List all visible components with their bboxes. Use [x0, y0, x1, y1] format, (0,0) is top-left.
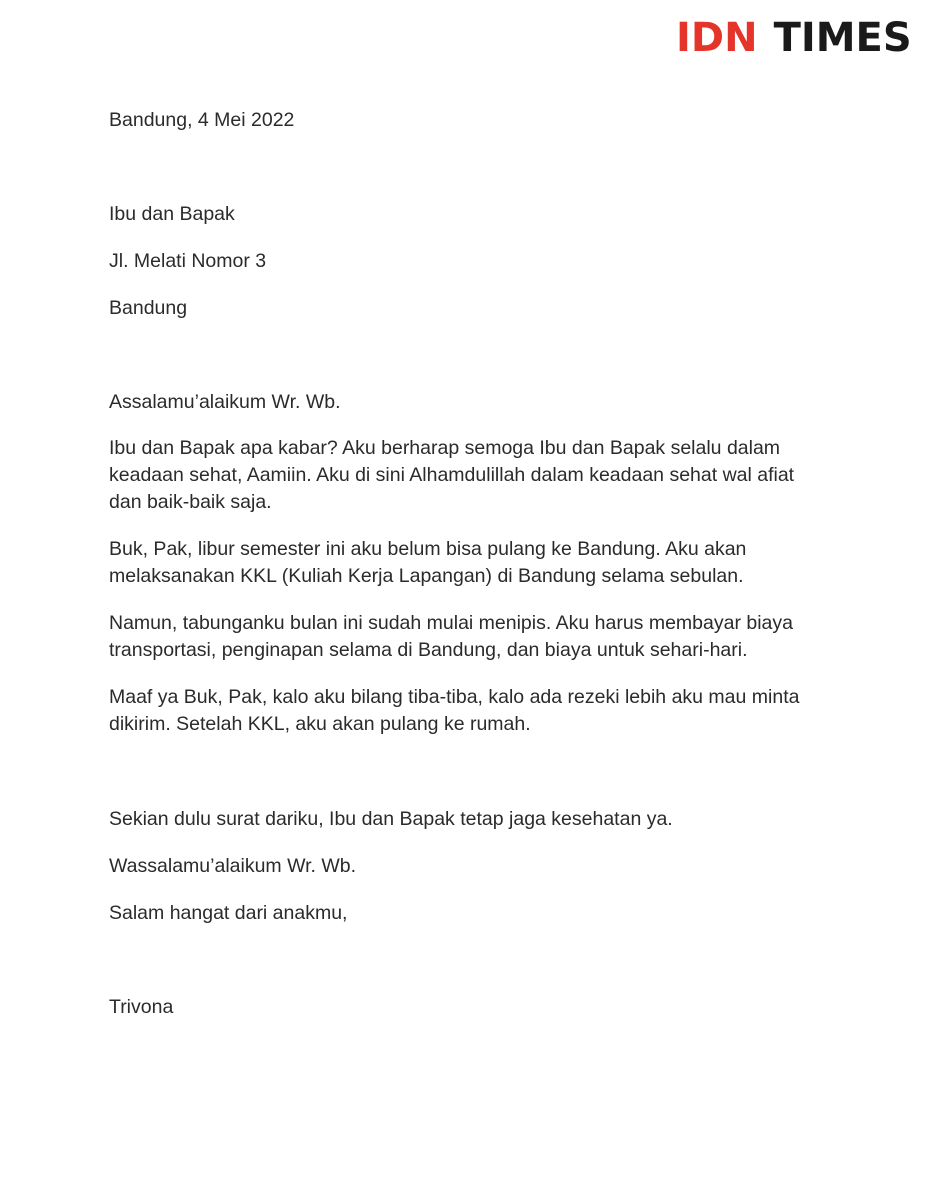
closing-line: Sekian dulu surat dariku, Ibu dan Bapak tetap jaga kesehatan ya. [109, 808, 673, 830]
idn-times-logo [676, 14, 912, 62]
recipient-name: Ibu dan Bapak [109, 203, 235, 225]
body-paragraph-3: Namun, tabunganku bulan ini sudah mulai menipis. Aku harus membayar biaya transportasi, penginapan selama di Bandung, dan biaya untuk sehari-hari. [109, 612, 793, 661]
recipient-street: Jl. Melati Nomor 3 [109, 250, 267, 272]
logo-times-text: TIMES [773, 15, 912, 61]
letter-date: Bandung, 4 Mei 2022 [109, 109, 295, 131]
body-paragraph-4: Maaf ya Buk, Pak, kalo aku bilang tiba-tiba, kalo ada rezeki lebih aku mau minta dikirim. Setelah KKL, aku akan pulang ke rumah. [109, 686, 800, 735]
body-paragraph-1: Ibu dan Bapak apa kabar? Aku berharap semoga Ibu dan Bapak selalu dalam keadaan sehat, Aamiin. Aku di sini Alhamdulillah dalam keadaan sehat wal afiat dan baik-baik saja. [109, 437, 795, 513]
body-paragraph-2: Buk, Pak, libur semester ini aku belum bisa pulang ke Bandung. Aku akan melaksanakan KKL (Kuliah Kerja Lapangan) di Bandung selama sebulan. [109, 538, 747, 587]
logo-idn-text: IDN [676, 15, 758, 61]
recipient-city: Bandung [109, 297, 188, 319]
signature-name: Trivona [109, 996, 174, 1018]
closing-salutation: Wassalamu’alaikum Wr. Wb. [109, 855, 357, 877]
opening-greeting: Assalamu’alaikum Wr. Wb. [109, 391, 341, 413]
regards-line: Salam hangat dari anakmu, [109, 902, 348, 924]
